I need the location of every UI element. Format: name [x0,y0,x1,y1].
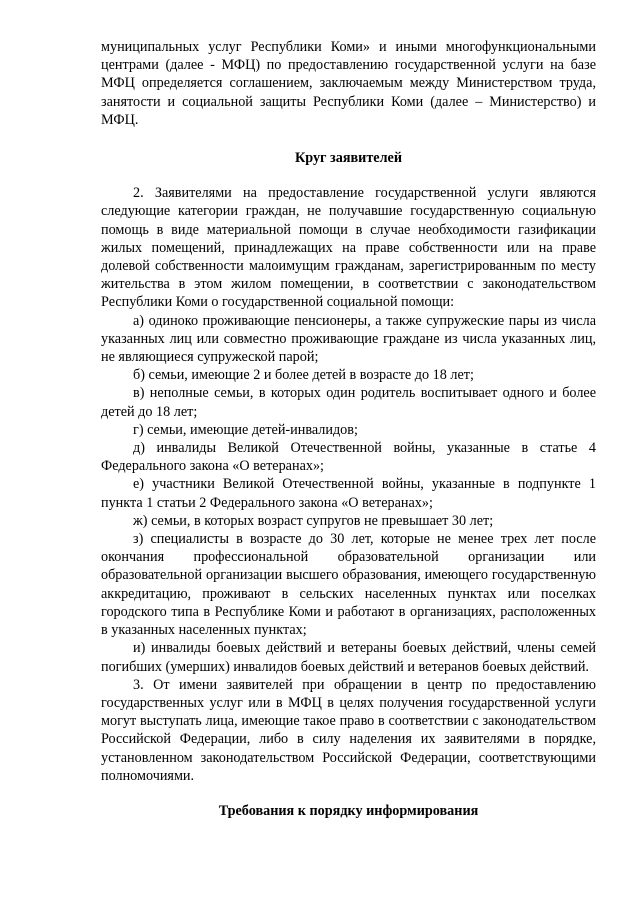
list-item-z: з) специалисты в возрасте до 30 лет, которые не менее трех лет после окончания профессиональной образовательной организации или образовательной организации высшего образования, имеющего государственную аккредитацию, проживают в сельских населенных пунктах или поселках городского типа в Республике Коми и работают в организациях, расположенных в указанных населенных пунктах; [101,531,596,639]
list-item-a: а) одиноко проживающие пенсионеры, а также супружеские пары из числа указанных лиц или совместно проживающие граждане из числа указанных лиц, не являющиеся супружеской парой; [101,312,596,366]
list-item-v: в) неполные семьи, в которых один родитель воспитывает одного и более детей до 18 лет; [101,385,596,420]
paragraph-3: 3. От имени заявителей при обращении в центр по предоставлению государственных услуг или в МФЦ в целях получения государственной услуги могут выступать лица, имеющие такое право в соответствии с законодательством Российской Федерации, либо в силу наделения их заявителями в порядке, установленном законодательством Российской Федерации, соответствующими полномочиями. [101,676,596,784]
list-item-i: и) инвалиды боевых действий и ветераны боевых действий, члены семей погибших (умерших) инвалидов боевых действий и ветеранов боевых действий. [101,640,596,675]
section-heading-information: Требования к порядку информирования [218,802,479,819]
list-item-e: е) участники Великой Отечественной войны, указанные в подпункте 1 пункта 1 статьи 2 Федерального закона «О ветеранах»; [101,476,596,511]
list-item-d: д) инвалиды Великой Отечественной войны, указанные в статье 4 Федерального закона «О ветеранах»; [101,440,596,475]
intro-paragraph: муниципальных услуг Республики Коми» и иными многофункциональными центрами (далее - МФЦ) по предоставлению государственной услуги на базе МФЦ определяется соглашением, заключаемым между Министерством труда, занятости и социальной защиты Республики Коми (далее – Министерство) и МФЦ. [101,39,596,128]
paragraph-2: 2. Заявителями на предоставление государственной услуги являются следующие категории граждан, не получавшие государственную социальную помощь в виде материальной помощи в случае необходимости газификации жилых помещений, принадлежащих на праве собственности или на праве долевой собственности малоимущим гражданам, зарегистрированным по месту жительства в этом жилом помещении, в соответствии с законодательством Республики Коми о государственной социальной помощи: [101,185,596,311]
section-heading-applicants: Круг заявителей [294,150,403,167]
document-body [101,38,596,837]
list-item-zh: ж) семьи, в которых возраст супругов не превышает 30 лет; [133,512,494,529]
list-item-g: г) семьи, имеющие детей-инвалидов; [133,421,358,438]
list-item-b: б) семьи, имеющие 2 и более детей в возрасте до 18 лет; [133,367,474,384]
